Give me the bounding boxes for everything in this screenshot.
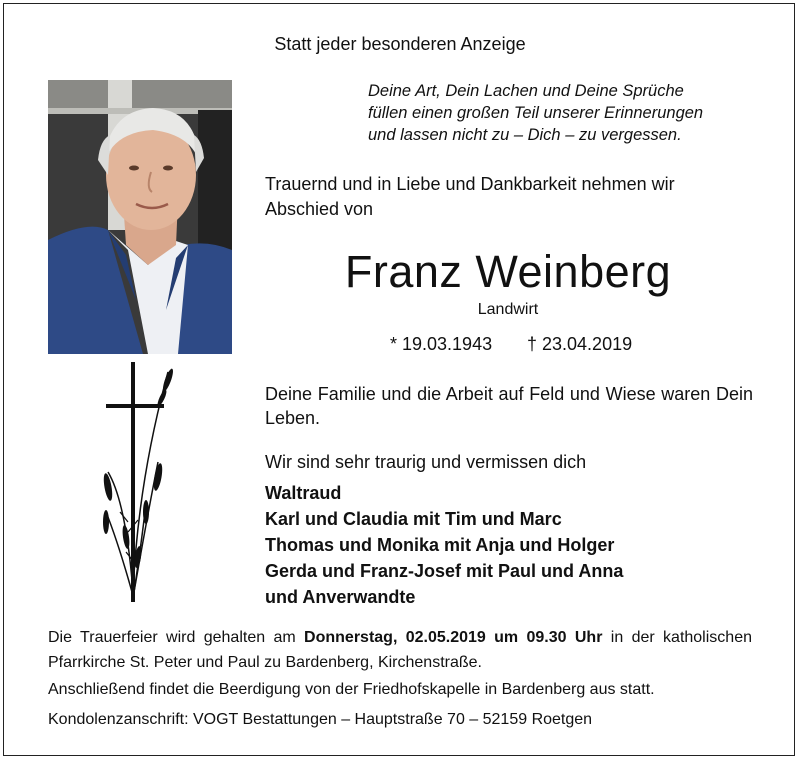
portrait-photo xyxy=(48,80,232,354)
mourner-entry: Karl und Claudia mit Tim und Marc xyxy=(265,509,562,529)
deceased-occupation: Landwirt xyxy=(477,301,539,318)
mourner-entry: und Anverwandte xyxy=(265,587,416,607)
mourners-list xyxy=(265,480,765,610)
tribute-text: Deine Familie und die Arbeit auf Feld und Wiese waren Dein Leben. xyxy=(265,384,753,428)
quote-line: und lassen nicht zu – Dich – zu vergessen. xyxy=(368,126,682,144)
intro-text xyxy=(265,172,765,222)
mourner-entry: Waltraud xyxy=(265,483,342,503)
deceased-name: Franz Weinberg xyxy=(344,246,672,297)
sadness-text: Wir sind sehr traurig und vermissen dich xyxy=(265,452,587,472)
funeral-datetime: Donnerstag, 02.05.2019 um 09.30 Uhr xyxy=(304,629,603,646)
burial-info: Anschließend findet die Beerdigung von der Friedhofskapelle in Bardenberg aus statt. xyxy=(48,681,655,698)
memorial-quote xyxy=(368,80,768,146)
quote-line: Deine Art, Dein Lachen und Deine Sprüche xyxy=(368,82,684,100)
funeral-prefix: Die Trauerfeier wird gehalten am xyxy=(48,629,296,646)
funeral-location: in der katholischen Pfarrkirche St. Peter und Paul zu Bardenberg, Kirchenstraße. xyxy=(48,629,752,671)
intro-line: Trauernd und in Liebe und Dankbarkeit nehmen wir xyxy=(265,174,675,194)
death-date: † 23.04.2019 xyxy=(527,334,633,354)
funeral-info xyxy=(48,625,752,675)
mourner-entry: Gerda und Franz-Josef mit Paul und Anna xyxy=(265,561,624,581)
condolence-address: Kondolenzanschrift: VOGT Bestattungen – Hauptstraße 70 – 52159 Roetgen xyxy=(48,711,593,728)
portrait-illustration xyxy=(48,80,232,354)
birth-date: * 19.03.1943 xyxy=(390,334,493,354)
cross-wheat-icon xyxy=(98,362,178,602)
intro-line: Abschied von xyxy=(265,199,374,219)
quote-line: füllen einen großen Teil unserer Erinnerungen xyxy=(368,104,704,122)
mourner-entry: Thomas und Monika mit Anja und Holger xyxy=(265,535,615,555)
notice-header: Statt jeder besonderen Anzeige xyxy=(274,34,526,54)
